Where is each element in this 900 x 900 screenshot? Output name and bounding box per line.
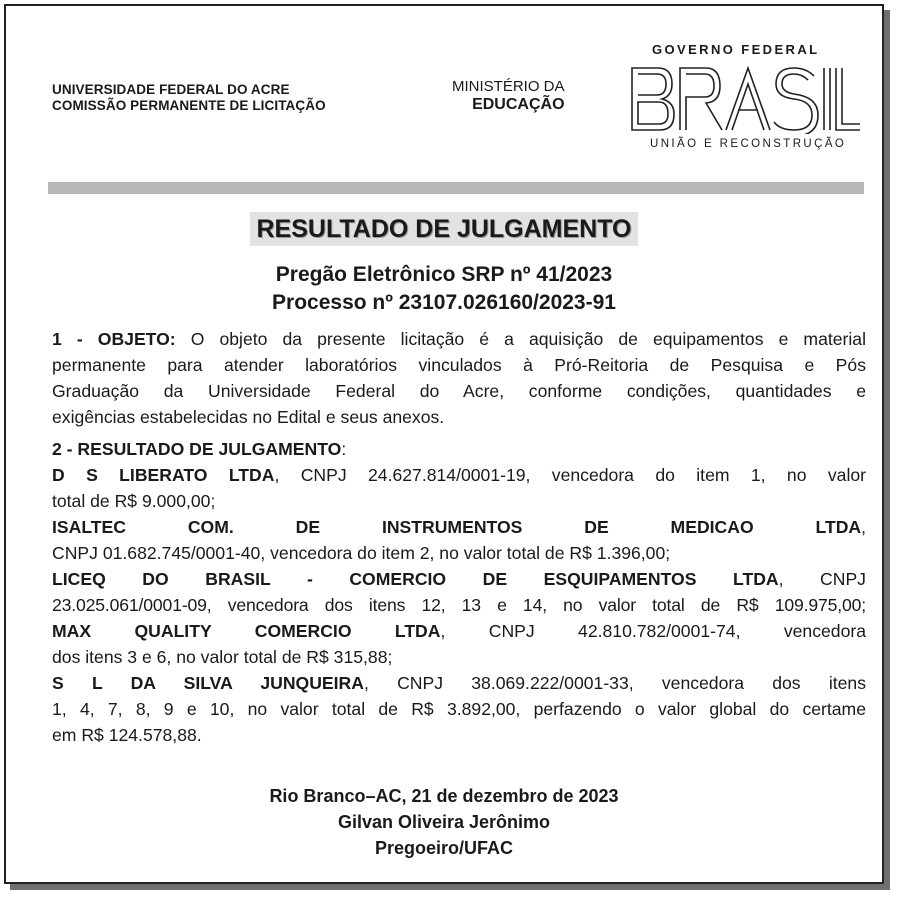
notice-frame	[4, 4, 884, 884]
objeto-label: 1 - OBJETO:	[52, 329, 176, 349]
slogan: UNIÃO E RECONSTRUÇÃO	[650, 138, 847, 150]
header	[6, 6, 882, 186]
winner-name: ISALTEC COM. DE INSTRUMENTOS DE MEDICAO LTDA	[52, 517, 862, 537]
pregao-number: Pregão Eletrônico SRP nº 41/2023	[275, 263, 613, 286]
winner-name: MAX QUALITY COMERCIO LTDA	[52, 621, 441, 641]
brasil-logo-icon	[630, 64, 862, 134]
resultado-label: 2 - RESULTADO DE JULGAMENTO	[52, 439, 342, 459]
process-number: Processo nº 23107.026160/2023-91	[272, 291, 616, 314]
winner-name: LICEQ DO BRASIL - COMERCIO DE ESQUIPAMENTOS LTDA	[52, 569, 779, 589]
notice-body	[52, 326, 866, 748]
signature-block	[6, 783, 882, 861]
institution-name: UNIVERSIDADE FEDERAL DO ACRE	[52, 82, 290, 97]
signer-name: Gilvan Oliveira Jerônimo	[337, 812, 551, 832]
signer-role: Pregoeiro/UFAC	[374, 838, 514, 858]
winner-line: em R$ 124.578,88.	[52, 725, 202, 745]
winner-name: D S LIBERATO LTDA	[52, 465, 275, 485]
gov-label: GOVERNO FEDERAL	[652, 42, 820, 57]
ministry-line1: MINISTÉRIO DA	[452, 78, 565, 95]
place-date: Rio Branco–AC, 21 de dezembro de 2023	[269, 786, 619, 806]
commission-name: COMISSÃO PERMANENTE DE LICITAÇÃO	[52, 98, 326, 113]
institution-block	[52, 82, 326, 114]
header-divider	[48, 182, 864, 194]
ministry-line2: EDUCAÇÃO	[472, 96, 565, 113]
notice-title: RESULTADO DE JULGAMENTO	[250, 212, 637, 246]
objeto-line: Graduação da Universidade Federal do Acre, conforme condições, quantidades e	[52, 381, 866, 401]
winner-line: LICEQ DO BRASIL - COMERCIO DE ESQUIPAMENTOS LTDA, CNPJ	[52, 569, 866, 589]
winner-line: total de R$ 9.000,00;	[52, 491, 216, 511]
resultado-heading: 2 - RESULTADO DE JULGAMENTO:	[52, 439, 347, 459]
winner-line: dos itens 3 e 6, no valor total de R$ 315,88;	[52, 647, 393, 667]
winner-line: 23.025.061/0001-09, vencedora dos itens 12, 13 e 14, no valor total de R$ 109.975,00;	[52, 595, 866, 615]
winner-line: D S LIBERATO LTDA, CNPJ 24.627.814/0001-19, vencedora do item 1, no valor	[52, 465, 866, 485]
winner-line: ISALTEC COM. DE INSTRUMENTOS DE MEDICAO LTDA,	[52, 517, 866, 537]
objeto-line: exigências estabelecidas no Edital e seus anexos.	[52, 407, 445, 427]
winner-name: S L DA SILVA JUNQUEIRA	[52, 673, 364, 693]
winner-line: S L DA SILVA JUNQUEIRA, CNPJ 38.069.222/0001-33, vencedora dos itens	[52, 673, 866, 693]
ministry-block	[452, 78, 565, 114]
objeto-line: 1 - OBJETO: O objeto da presente licitação é a aquisição de equipamentos e material	[52, 329, 866, 349]
title-wrap	[6, 212, 882, 246]
winner-line: CNPJ 01.682.745/0001-40, vencedora do item 2, no valor total de R$ 1.396,00;	[52, 543, 671, 563]
winner-line: 1, 4, 7, 8, 9 e 10, no valor total de R$ 3.892,00, perfazendo o valor global do certame	[52, 699, 866, 719]
objeto-line: permanente para atender laboratórios vinculados à Pró-Reitoria de Pesquisa e Pós	[52, 355, 866, 375]
winner-line: MAX QUALITY COMERCIO LTDA, CNPJ 42.810.782/0001-74, vencedora	[52, 621, 866, 641]
